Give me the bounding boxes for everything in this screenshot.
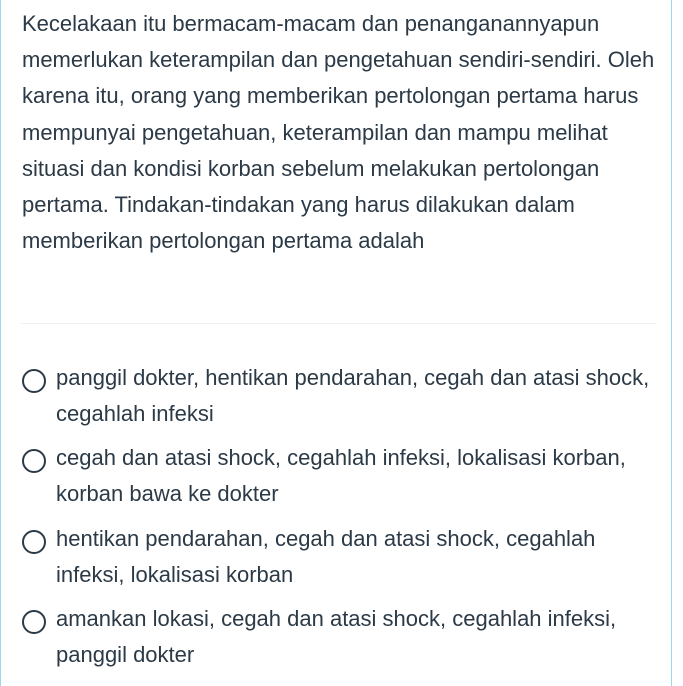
answer-option-label: cegah dan atasi shock, cegahlah infeksi, lokalisasi korban, korban bawa ke dokter <box>56 445 626 507</box>
answer-option-label: hentikan pendarahan, cegah dan atasi shock, cegahlah infeksi, lokalisasi korban <box>56 526 596 588</box>
answer-option-label: amankan lokasi, cegah dan atasi shock, cegahlah infeksi, panggil dokter <box>56 606 617 668</box>
answer-option-label: panggil dokter, hentikan pendarahan, cegah dan atasi shock, cegahlah infeksi <box>56 365 650 427</box>
divider <box>21 323 656 324</box>
radio-button-icon[interactable] <box>22 530 46 554</box>
radio-button-icon[interactable] <box>22 369 46 393</box>
radio-button-icon[interactable] <box>22 610 46 634</box>
radio-button-icon[interactable] <box>22 449 46 473</box>
question-text: Kecelakaan itu bermacam-macam dan penanganannyapun memerlukan keterampilan dan pengetahuan sendiri-sendiri. Oleh karena itu, orang yang memberikan pertolongan pertama harus mempunyai pengetahuan, keterampilan dan mampu melihat situasi dan kondisi korban sebelum melakukan pertolongan pertama. Tindakan-tindakan yang harus dilakukan dalam memberikan pertolongan pertama adalah <box>22 11 655 254</box>
